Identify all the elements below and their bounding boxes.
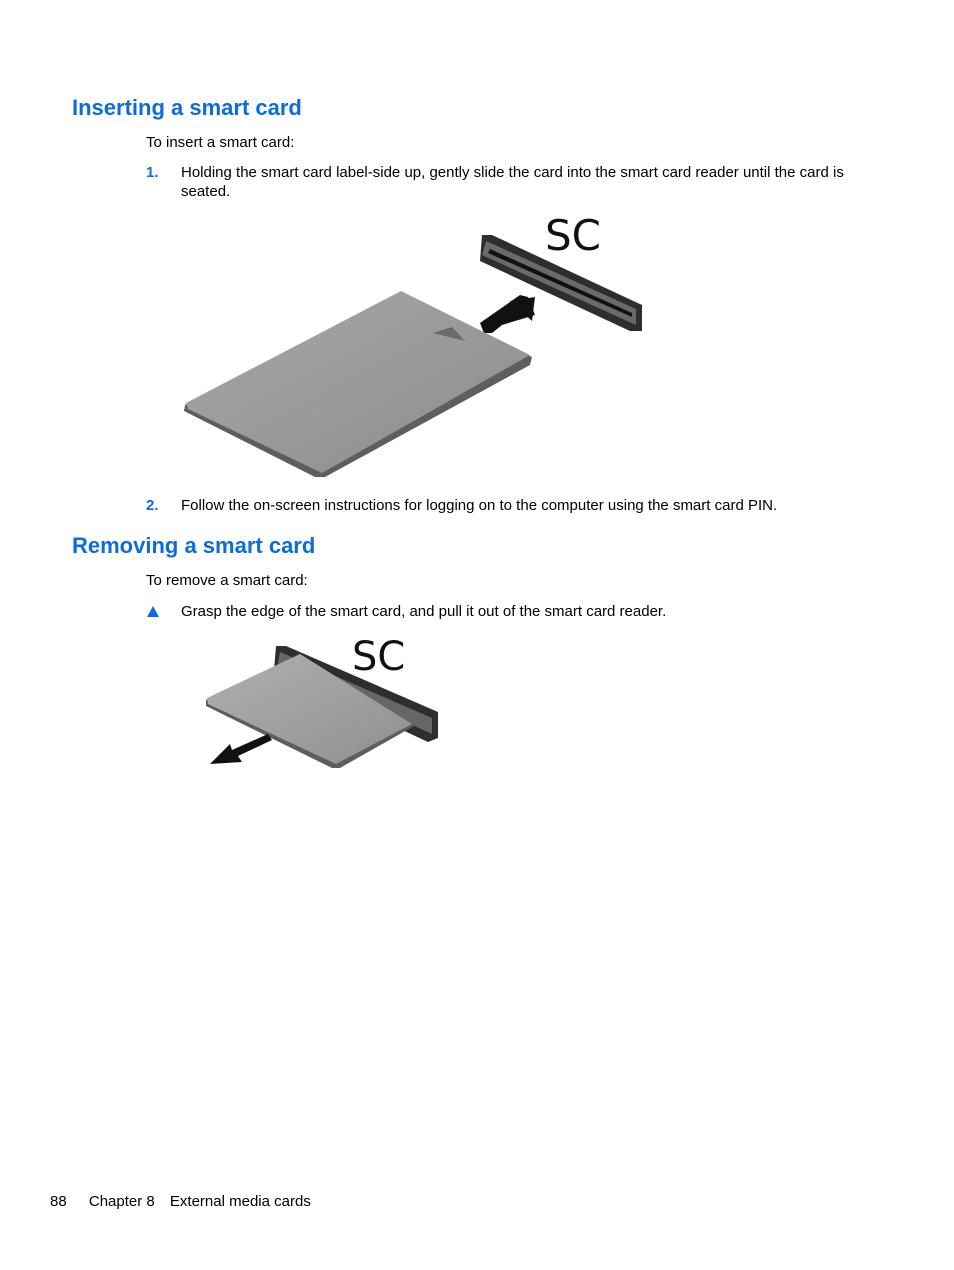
page-footer — [50, 1192, 311, 1211]
section-heading-inserting: Inserting a smart card — [72, 95, 302, 120]
step-text: Holding the smart card label-side up, gently slide the card into the smart card reader until the card is seated. — [181, 164, 844, 200]
insert-intro-text: To insert a smart card: — [146, 134, 295, 151]
chapter-title: External media cards — [169, 1193, 311, 1210]
step-number: 1. — [146, 164, 159, 181]
sc-label: SC — [545, 211, 601, 260]
insert-arrow-icon — [480, 295, 535, 333]
section-heading-removing: Removing a smart card — [72, 533, 316, 558]
step-text: Follow the on-screen instructions for logging on to the computer using the smart card PIN. — [181, 497, 778, 514]
step-text: Grasp the edge of the smart card, and pull it out of the smart card reader. — [181, 603, 667, 620]
remove-intro-text: To remove a smart card: — [146, 572, 308, 589]
step-number: 2. — [146, 497, 159, 514]
smart-card-icon — [184, 291, 532, 477]
remove-arrow-icon — [210, 734, 272, 764]
sc-label: SC — [352, 634, 406, 680]
triangle-bullet-icon — [147, 606, 159, 617]
chapter-label: Chapter 8 — [88, 1193, 155, 1210]
insert-smart-card-illustration — [180, 205, 650, 485]
remove-smart-card-illustration — [200, 630, 450, 775]
page-number: 88 — [50, 1193, 67, 1210]
